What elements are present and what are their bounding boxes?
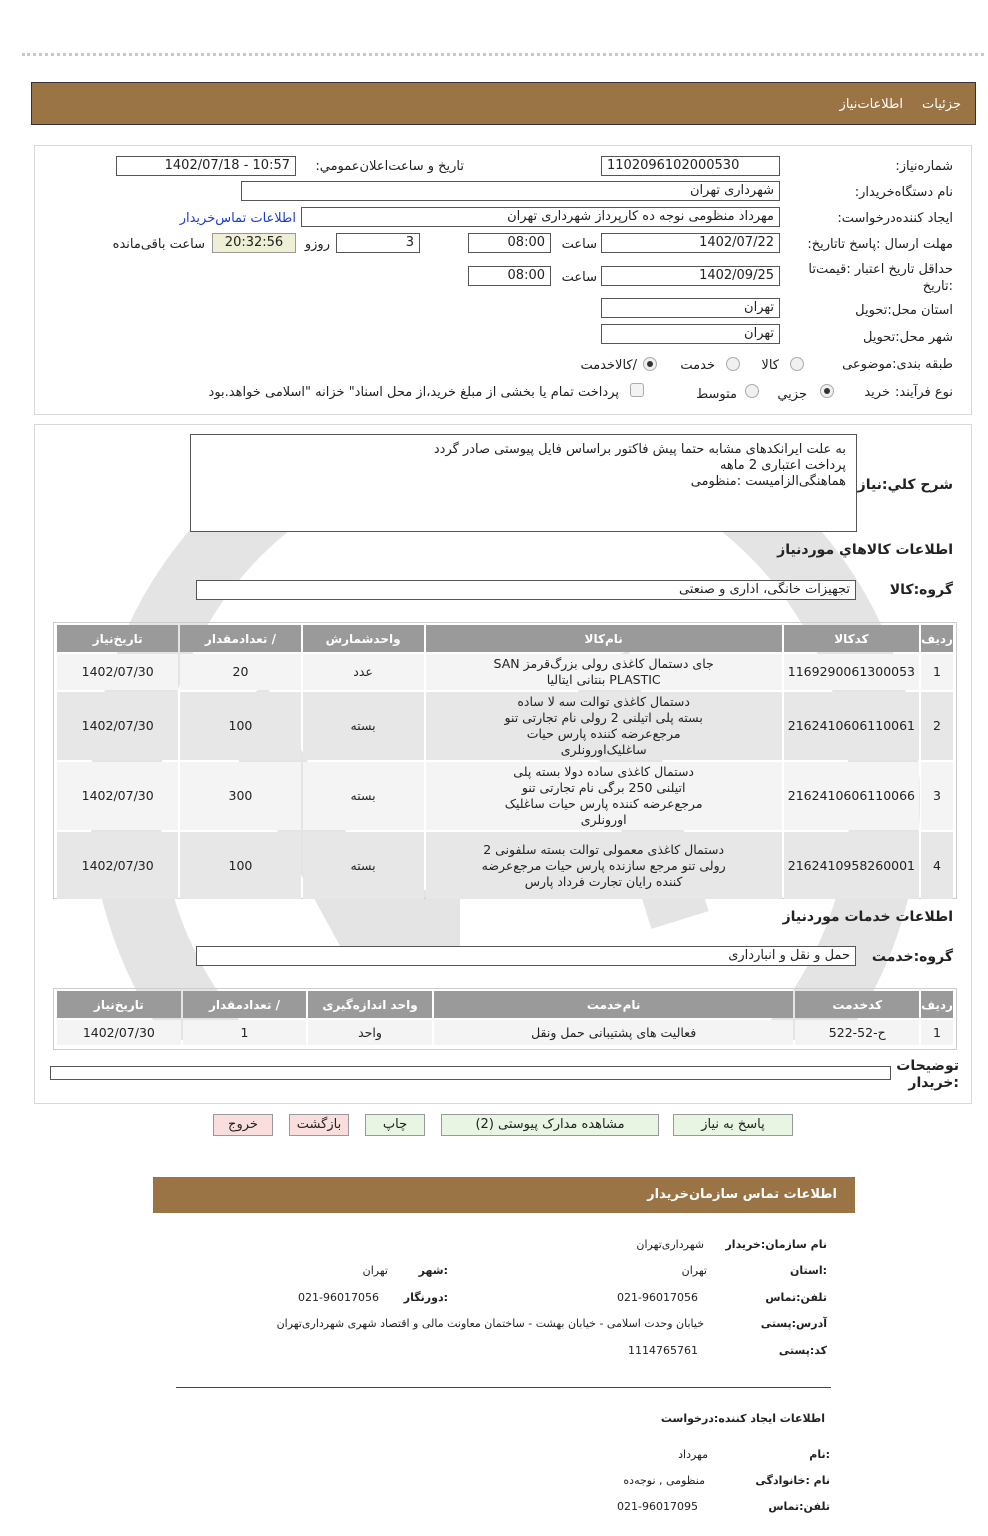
validity-date-field: 1402/09/25 (601, 266, 780, 286)
contact-fax-label: :دورنگار (403, 1291, 448, 1304)
creator-field: مهرداد منظومی نوجه ده کارپرداز شهرداری تهران (301, 207, 780, 227)
row-unit: بسته (303, 762, 424, 830)
deadline-label: مهلت ارسال :پاسخ تا‌تاریخ: (807, 237, 953, 252)
col-row: ردیف (921, 625, 953, 652)
radio-partial-label: جزيي (777, 387, 807, 402)
row-code: 1169290061300053 (784, 654, 919, 690)
description-label: شرح کلي:نیاز (857, 477, 953, 493)
row-qty: 100 (180, 832, 300, 899)
col-unit: واحدشمارش (303, 625, 424, 652)
reply-button[interactable]: پاسخ به نیاز (673, 1114, 793, 1136)
radio-goods-service[interactable] (643, 357, 657, 371)
process-buy: خرید (864, 385, 890, 400)
contact-org-label: نام سازمان:خریدار (725, 1238, 827, 1251)
buyer-contact-link[interactable]: اطلاعات تماس‌خریدار (179, 211, 296, 226)
row-name-text: دستمال کاغذی توالت سه لا ساده بسته پلی اتیلنی 2 رولی نام تجارتی تنو مرجع‌عرضه کننده پارس حیات ساغلیک‌اورونلری (504, 694, 703, 757)
buyer-notes-label-1: توضیحات (896, 1058, 959, 1074)
process-label: نوع فرآیند: (895, 385, 953, 400)
goods-group-label: گروه:کالا (889, 582, 953, 598)
days-label: روزو (304, 237, 330, 252)
radio-partial[interactable] (820, 384, 834, 398)
row-index: 3 (921, 762, 953, 830)
treasury-payment-note: پرداخت تمام یا بخشی از مبلغ خرید،از محل اسناد" خزانه "اسلامی خواهد.بود (208, 385, 619, 400)
row-date: 1402/07/30 (57, 1020, 181, 1045)
contact-divider (176, 1387, 831, 1388)
creator-info-title: اطلاعات ایجاد کننده:درخواست (660, 1412, 825, 1425)
col-row: ردیف (921, 991, 953, 1018)
goods-group-field: تجهیزات خانگی، اداری و صنعتی (196, 580, 856, 600)
province-field: تهران (601, 298, 780, 318)
back-button[interactable]: بازگشت (289, 1114, 349, 1136)
contact-fax-value: 021-96017056 (298, 1291, 379, 1304)
description-line-1: به علت ایرانکدهای مشابه حتما پیش فاکتور براساس فایل پیوستی صادر گردد (433, 442, 846, 457)
row-qty: 100 (180, 692, 300, 760)
row-index: 2 (921, 692, 953, 760)
row-code: 2162410606110061 (784, 692, 919, 760)
contact-address-label: آدرس:پستی (760, 1317, 827, 1330)
row-name-text: دستمال کاغذی معمولی توالت بسته سلفونی 2 رولی تنو مرجع سازنده پارس حیات مرجع‌عرضه کننده رایان تجارت فرداد پارس (481, 841, 726, 889)
contact-city-value: تهران (362, 1264, 388, 1277)
deadline-date-field: 1402/07/22 (601, 233, 780, 253)
row-code: 2162410958260001 (784, 832, 919, 899)
radio-goods-service-label: /کالاخدمت (580, 358, 637, 373)
row-qty: 1 (183, 1020, 307, 1045)
col-code: کدخدمت (795, 991, 919, 1018)
col-name: نام‌کالا (426, 625, 782, 652)
view-attachments-button[interactable]: مشاهده مدارک پیوستی (2) (441, 1114, 659, 1136)
row-date: 1402/07/30 (57, 692, 178, 760)
row-date: 1402/07/30 (57, 762, 178, 830)
category-label: طبقه بندی:موضوعی (842, 357, 953, 372)
row-name (426, 832, 782, 899)
col-date: تاریخ‌نیاز (57, 991, 181, 1018)
validity-label-1: حداقل تاریخ اعتبار :قیمت‌تا (808, 262, 953, 277)
validity-label-2: :تاریخ (922, 279, 953, 294)
contact-section-title: اطلاعات تماس سازمان‌خریدار (647, 1187, 837, 1202)
creator-name-label: :نام (809, 1448, 830, 1461)
table-row (57, 762, 953, 830)
row-name: فعالیت های پشتیبانی حمل ونقل (434, 1020, 794, 1045)
creator-family-value: منظومی , نوجه‌ده (623, 1474, 705, 1487)
top-dotted-divider (22, 53, 984, 56)
header-bar (31, 82, 976, 125)
row-date: 1402/07/30 (57, 654, 178, 690)
creator-label: ایجاد کننده‌درخواست: (837, 211, 953, 226)
contact-postal-label: کد:پستی (778, 1344, 827, 1357)
radio-service-label: خدمت (680, 358, 715, 373)
city-field: تهران (601, 324, 780, 344)
contact-postal-value: 1114765761 (628, 1344, 698, 1357)
col-name: نام‌خدمت (434, 991, 794, 1018)
description-line-3: هماهنگی‌الزامیست :منظومی (690, 474, 846, 489)
radio-medium[interactable] (745, 384, 759, 398)
services-table (55, 989, 955, 1047)
row-name (426, 762, 782, 830)
tab-need-info[interactable]: اطلاعات‌نیاز (839, 97, 903, 112)
row-date: 1402/07/30 (57, 832, 178, 899)
need-number-field: 1102096102000530 (601, 156, 780, 176)
services-group-label: گروه:خدمت (871, 949, 953, 965)
creator-family-label: نام :خانوادگی (755, 1474, 830, 1487)
contact-section-header (153, 1177, 855, 1213)
contact-city-label: :شهر (418, 1264, 448, 1277)
buyer-notes-label-2: :خریدار (908, 1075, 959, 1091)
col-date: تاریخ‌نیاز (57, 625, 178, 652)
row-qty: 300 (180, 762, 300, 830)
need-number-label: شماره‌نیاز: (895, 159, 953, 174)
services-section-title: اطلاعات خدمات موردنیاز (782, 909, 953, 925)
table-row (57, 1020, 953, 1045)
city-label: شهر محل:تحویل (863, 330, 953, 345)
goods-table (55, 623, 955, 901)
remaining-time-field: 20:32:56 (212, 233, 296, 253)
creator-name-value: مهرداد (678, 1448, 708, 1461)
row-index: 1 (921, 1020, 953, 1045)
print-button[interactable]: چاپ (365, 1114, 425, 1136)
row-qty: 20 (180, 654, 300, 690)
remaining-label: ساعت باقی‌مانده (112, 237, 205, 252)
contact-phone-value: 021-96017056 (617, 1291, 698, 1304)
contact-org-value: شهرداری‌تهران (636, 1238, 704, 1251)
announce-label: تاریخ و ساعت‌اعلان‌عمومي: (315, 159, 464, 174)
row-name (426, 654, 782, 690)
services-group-field: حمل و نقل و انبارداری (196, 946, 856, 966)
deadline-time-field: 08:00 (468, 233, 551, 253)
radio-goods-label: کالا (761, 358, 779, 373)
goods-section-title: اطلاعات کالاهاي موردنیاز (777, 542, 953, 558)
contact-phone-label: تلفن:تماس (765, 1291, 827, 1304)
table-row (57, 832, 953, 899)
radio-goods[interactable] (790, 357, 804, 371)
col-unit: واحد اندازه‌گیری (308, 991, 432, 1018)
description-box (190, 434, 857, 532)
table-row (57, 654, 953, 690)
row-unit: بسته (303, 832, 424, 899)
validity-time-field: 08:00 (468, 266, 551, 286)
row-name-text: دستمال کاغذی ساده دولا بسته پلی اتیلنی 250 برگی نام تجارتی تنو مرجع‌عرضه کننده پارس حیات ساغلیک اورونلری (504, 764, 703, 827)
contact-address-value: خیابان وحدت اسلامی - خیابان بهشت - ساختمان معاونت مالی و اقتصاد شهری شهرداری‌تهران (276, 1317, 704, 1330)
radio-medium-label: متوسط (696, 387, 737, 402)
row-unit: بسته (303, 692, 424, 760)
row-index: 4 (921, 832, 953, 899)
creator-phone-value: 021-96017095 (617, 1500, 698, 1513)
announce-field: 1402/07/18 - 10:57 (116, 156, 296, 176)
validity-time-label: ساعت (561, 270, 597, 285)
row-code: 2162410606110066 (784, 762, 919, 830)
col-code: کدکالا (784, 625, 919, 652)
radio-service[interactable] (726, 357, 740, 371)
table-row (57, 692, 953, 760)
col-qty: / تعدادمقدار (180, 625, 300, 652)
buyer-notes-field[interactable] (50, 1066, 891, 1080)
treasury-payment-checkbox[interactable] (630, 383, 644, 397)
buyer-org-field: شهرداری تهران (241, 181, 780, 201)
exit-button[interactable]: خروج (213, 1114, 273, 1136)
creator-phone-label: تلفن:تماس (768, 1500, 830, 1513)
tab-details[interactable]: جزئیات (922, 97, 961, 112)
buyer-org-label: نام دستگاه‌خریدار: (854, 185, 953, 200)
description-line-2: پرداخت اعتباری 2 ماهه (719, 458, 846, 473)
col-qty: / تعدادمقدار (183, 991, 307, 1018)
row-name (426, 692, 782, 760)
deadline-time-label: ساعت (561, 237, 597, 252)
row-unit: عدد (303, 654, 424, 690)
row-index: 1 (921, 654, 953, 690)
contact-province-label: :استان (790, 1264, 827, 1277)
row-unit: واحد (308, 1020, 432, 1045)
contact-province-value: تهران (681, 1264, 707, 1277)
province-label: استان محل:تحویل (855, 303, 953, 318)
row-name-text: جای دستمال کاغذی رولی بزرگ‌قرمز SAN PLASTIC بنتانی ایتالیا (493, 656, 714, 687)
days-field: 3 (336, 233, 420, 253)
row-code: ح-52-522 (795, 1020, 919, 1045)
